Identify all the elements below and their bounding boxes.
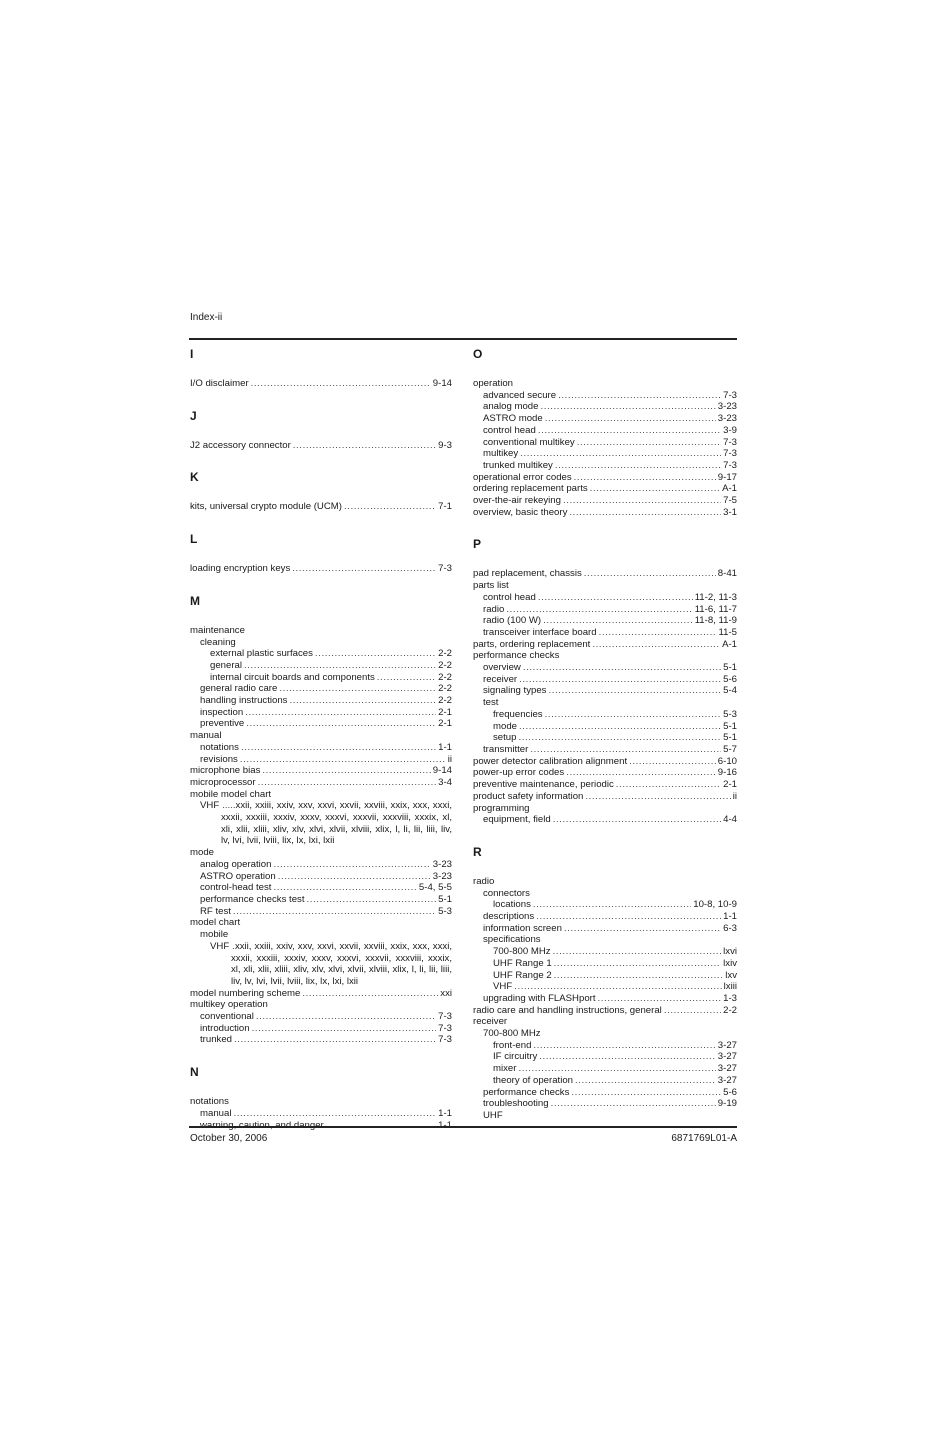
index-subheading: mobile — [200, 929, 229, 941]
index-entry: notations ..... 1-1 — [190, 742, 452, 754]
index-entry: general radio care ..... 2-2 — [190, 683, 452, 695]
index-column-left — [190, 348, 452, 1131]
index-heading: receiver — [473, 1016, 508, 1028]
index-entry: internal circuit boards and components ..... 2-2 — [190, 672, 452, 684]
index-entry: trunked multikey ..... 7-3 — [473, 460, 737, 472]
index-entry: information screen ..... 6-3 — [473, 923, 737, 935]
header-rule — [189, 338, 737, 340]
index-entry: general ..... 2-2 — [190, 660, 452, 672]
index-heading: multikey operation — [190, 999, 268, 1011]
index-entry: trunked ..... 7-3 — [190, 1034, 452, 1046]
index-heading: radio — [473, 875, 495, 887]
index-entry: UHF Range 2 ..... lxv — [473, 970, 737, 982]
index-entry: signaling types ..... 5-4 — [473, 685, 737, 697]
section-letter-l: L — [190, 532, 198, 547]
index-heading: maintenance — [190, 624, 245, 636]
index-entry: UHF Range 1 ..... lxiv — [473, 958, 737, 970]
index-entry: conventional multikey ..... 7-3 — [473, 437, 737, 449]
index-entry: overview ..... 5-1 — [473, 662, 737, 674]
index-entry: operational error codes ..... 9-17 — [473, 472, 737, 484]
index-entry: ASTRO mode ..... 3-23 — [473, 413, 737, 425]
section-letter-r: R — [473, 844, 482, 859]
index-entry: performance checks test ..... 5-1 — [190, 894, 452, 906]
index-entry: VHF ..... lxiii — [473, 981, 737, 993]
index-entry: warning, caution, and danger ..... 1-1 — [190, 1120, 452, 1132]
index-entry: transceiver interface board ..... 11-5 — [473, 627, 737, 639]
index-entry: handling instructions ..... 2-2 — [190, 695, 452, 707]
index-entry: J2 accessory connector ..... 9-3 — [190, 440, 452, 452]
index-entry: over-the-air rekeying ..... 7-5 — [473, 495, 737, 507]
index-entry: mixer ..... 3-27 — [473, 1063, 737, 1075]
index-column-right — [473, 348, 737, 1122]
index-entry: theory of operation ..... 3-27 — [473, 1075, 737, 1087]
index-entry: equipment, field ..... 4-4 — [473, 814, 737, 826]
index-entry: frequencies ..... 5-3 — [473, 709, 737, 721]
index-entry: front-end ..... 3-27 — [473, 1040, 737, 1052]
index-heading: mobile model chart — [190, 788, 272, 800]
index-entry: control-head test ..... 5-4, 5-5 — [190, 882, 452, 894]
index-entry: preventive ..... 2-1 — [190, 718, 452, 730]
index-entry: descriptions ..... 1-1 — [473, 911, 737, 923]
index-entry: advanced secure ..... 7-3 — [473, 390, 737, 402]
index-subheading: specifications — [483, 934, 541, 946]
index-entry: product safety information ..... ii — [473, 791, 737, 803]
index-entry: ASTRO operation ..... 3-23 — [190, 871, 452, 883]
index-entry: preventive maintenance, periodic ..... 2-1 — [473, 779, 737, 791]
index-entry: analog mode ..... 3-23 — [473, 401, 737, 413]
index-subheading: connectors — [483, 887, 530, 899]
page-header: Index-ii — [190, 312, 223, 323]
index-entry: manual ..... 1-1 — [190, 1108, 452, 1120]
index-entry: troubleshooting ..... 9-19 — [473, 1098, 737, 1110]
footer-doc-number: 6871769L01-A — [671, 1133, 737, 1144]
index-entry: overview, basic theory ..... 3-1 — [473, 507, 737, 519]
index-entry: radio care and handling instructions, general ..... 2-2 — [473, 1005, 737, 1017]
index-entry-wrapped: VHF .....xxii, xxiii, xxiv, xxv, xxvi, xxvii, xxviii, xxix, xxx, xxxi, xxxii, xxxiii, xxxiv, xxxv, xxxvi, xxxvii, xxxviii, xxxix, xl, xli, xlii, xliii, xliv, xlv, xlvi, xlvii, xlviii, xlix, l, li, lii, liii, liv, lv, lvi, lvii, lviii, lix, lx, lxi, lxii — [200, 800, 452, 847]
index-entry: transmitter ..... 5-7 — [473, 744, 737, 756]
index-entry: control head ..... 3-9 — [473, 425, 737, 437]
index-entry: mode ..... 5-1 — [473, 721, 737, 733]
index-entry: 700-800 MHz ..... lxvi — [473, 946, 737, 958]
index-entry: introduction ..... 7-3 — [190, 1023, 452, 1035]
index-entry: conventional ..... 7-3 — [190, 1011, 452, 1023]
section-letter-i: I — [190, 347, 194, 361]
index-entry: receiver ..... 5-6 — [473, 674, 737, 686]
index-entry: power detector calibration alignment ..... 6-10 — [473, 756, 737, 768]
index-entry: inspection ..... 2-1 — [190, 707, 452, 719]
index-entry: microphone bias ..... 9-14 — [190, 765, 452, 777]
index-entry: external plastic surfaces ..... 2-2 — [190, 648, 452, 660]
index-heading: model chart — [190, 917, 241, 929]
index-entry: kits, universal crypto module (UCM) ..... 7-1 — [190, 501, 452, 513]
index-heading: performance checks — [473, 650, 560, 662]
index-heading: mode — [190, 847, 214, 859]
section-letter-p: P — [473, 537, 482, 552]
index-entry: RF test ..... 5-3 — [190, 906, 452, 918]
index-entry: revisions ..... ii — [190, 754, 452, 766]
index-entry: pad replacement, chassis ..... 8-41 — [473, 568, 737, 580]
index-entry: microprocessor ..... 3-4 — [190, 777, 452, 789]
index-heading: manual — [190, 730, 222, 742]
index-heading: programming — [473, 802, 530, 814]
index-entry: radio (100 W) ..... 11-8, 11-9 — [473, 615, 737, 627]
index-entry: control head ..... 11-2, 11-3 — [473, 592, 737, 604]
index-entry: loading encryption keys ..... 7-3 — [190, 563, 452, 575]
index-entry: locations ..... 10-8, 10-9 — [473, 899, 737, 911]
section-letter-j: J — [190, 408, 197, 423]
index-entry: setup ..... 5-1 — [473, 732, 737, 744]
section-letter-k: K — [190, 470, 199, 485]
footer-date: October 30, 2006 — [190, 1133, 268, 1144]
index-subheading: cleaning — [200, 636, 236, 648]
index-subheading: UHF — [483, 1109, 503, 1121]
index-heading: notations — [190, 1096, 229, 1108]
index-entry: upgrading with FLASHport ..... 1-3 — [473, 993, 737, 1005]
index-entry: radio ..... 11-6, 11-7 — [473, 604, 737, 616]
index-subheading: test — [483, 697, 499, 709]
section-letter-m: M — [190, 593, 200, 608]
index-entry-wrapped: VHF .xxii, xxiii, xxiv, xxv, xxvi, xxvii, xxviii, xxix, xxx, xxxi, xxxii, xxxiii, xxxiv, xxxv, xxxvi, xxxvii, xxxviii, xxxix, xl, xli, xlii, xliii, xliv, xlv, xlvi, xlvii, xlviii, xlix, l, li, lii, liii, liv, lv, lvi, lvii, lviii, lix, lx, lxi, lxii — [210, 940, 452, 987]
index-entry: power-up error codes ..... 9-16 — [473, 767, 737, 779]
footer-rule — [189, 1126, 737, 1128]
section-letter-o: O — [473, 347, 483, 361]
index-heading: operation — [473, 378, 514, 389]
index-entry: model numbering scheme ..... xxi — [190, 988, 452, 1000]
index-entry: performance checks ..... 5-6 — [473, 1087, 737, 1099]
index-subheading: 700-800 MHz — [483, 1028, 541, 1040]
index-heading: parts list — [473, 580, 509, 592]
section-letter-n: N — [190, 1065, 199, 1080]
index-entry: analog operation ..... 3-23 — [190, 859, 452, 871]
index-entry: ordering replacement parts ..... A-1 — [473, 483, 737, 495]
index-entry: I/O disclaimer ..... 9-14 — [190, 378, 452, 390]
index-entry: parts, ordering replacement ..... A-1 — [473, 639, 737, 651]
index-entry: IF circuitry ..... 3-27 — [473, 1051, 737, 1063]
index-entry: multikey ..... 7-3 — [473, 448, 737, 460]
